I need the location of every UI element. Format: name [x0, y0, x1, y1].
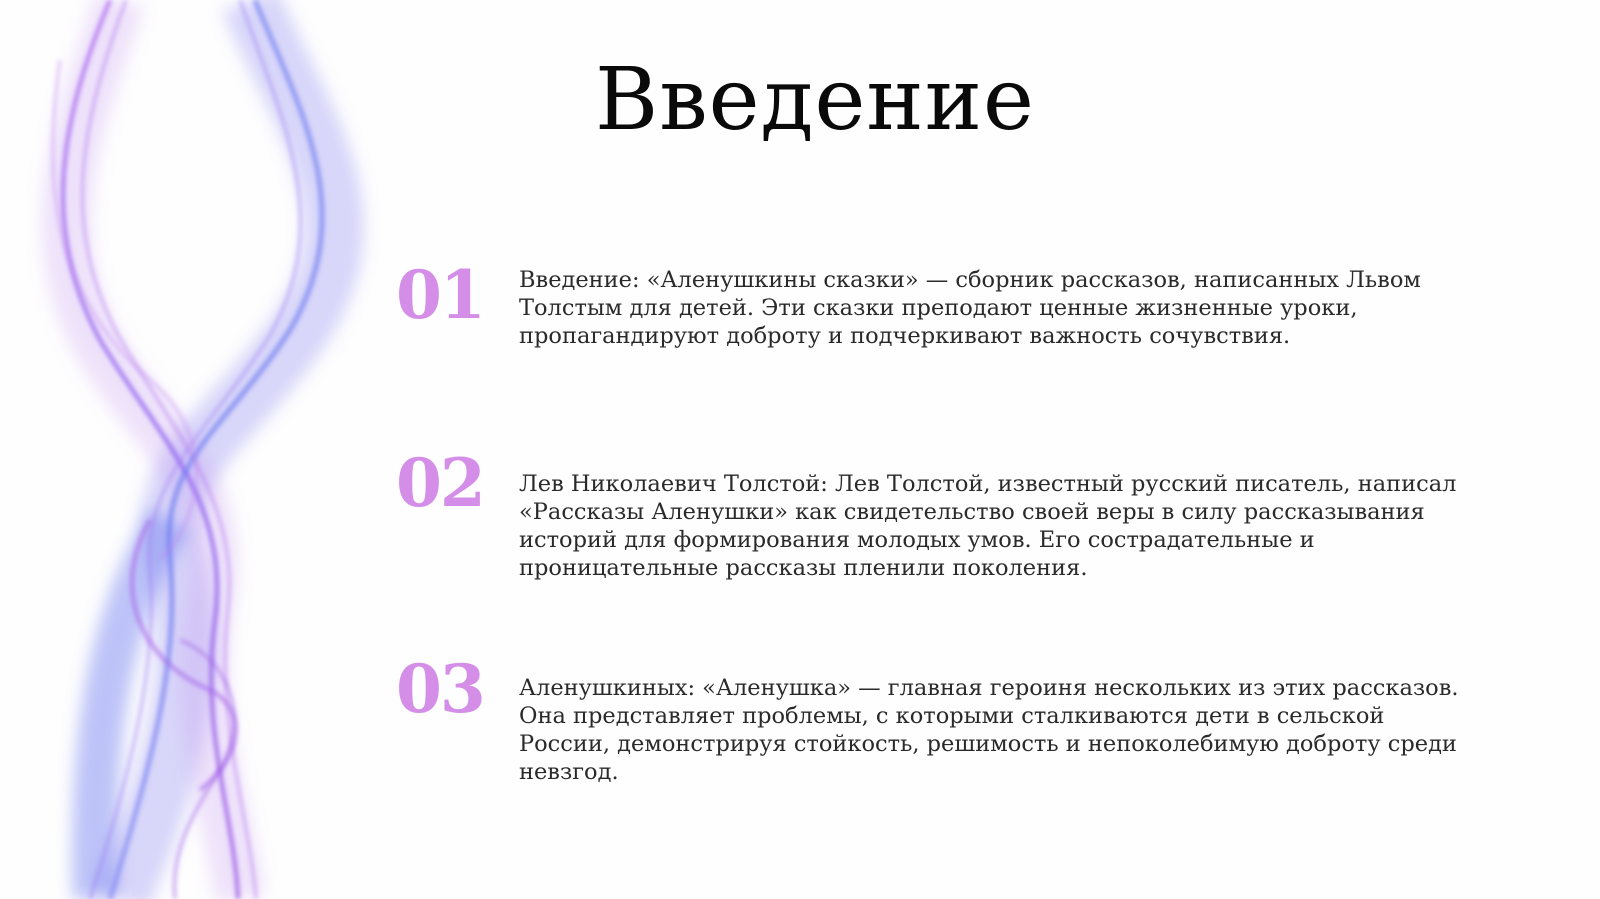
item-number: 03: [396, 650, 484, 728]
item-text: Лев Николаевич Толстой: Лев Толстой, известный русский писатель, написал «Рассказы Аленушки» как свидетельство своей веры в силу рассказывания историй для формирования молодых умов. Его сострадательные и проницательные рассказы пленили поколения.: [519, 471, 1457, 581]
item-text: Аленушкиных: «Аленушка» — главная героиня нескольких из этих рассказов. Она представляет проблемы, с которыми сталкиваются дети в сельской России, демонстрируя стойкость, решимость и непоколебимую доброту среди невзгод.: [519, 675, 1459, 785]
slide-title: Введение: [595, 50, 1035, 150]
item-text: Введение: «Аленушкины сказки» — сборник рассказов, написанных Львом Толстым для детей. Эти сказки преподают ценные жизненные уроки, пропагандируют доброту и подчеркивают важность сочувствия.: [519, 267, 1421, 349]
item-number: 02: [396, 444, 484, 522]
item-number: 01: [396, 256, 484, 334]
